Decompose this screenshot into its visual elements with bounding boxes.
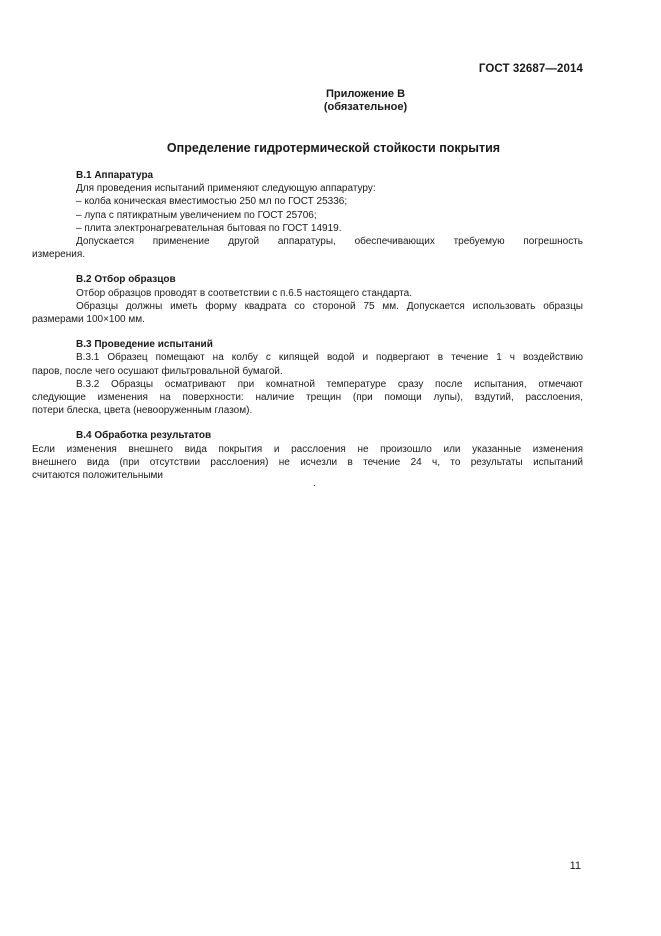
list-item: – лупа с пятикратным увеличением по ГОСТ 25706;	[76, 209, 317, 221]
paragraph-line: внешнего вида (при отсутствии расслоения) не исчезли в течение 24 ч, то результаты испытаний	[32, 456, 583, 468]
section-apparatus	[32, 169, 583, 261]
section-sampling	[32, 273, 583, 326]
paragraph: Отбор образцов проводят в соответствии с п.6.5 настоящего стандарта.	[76, 287, 412, 299]
appendix-title: Приложение В	[325, 88, 406, 100]
paragraph-line: В.3.1 Образец помещают на колбу с кипящей водой и подвергают в течение 1 ч воздействию	[76, 352, 583, 364]
paragraph-line: Если изменения внешнего вида покрытия и расслоения не произошло или указанные изменения	[32, 443, 583, 455]
stray-mark: .	[313, 478, 316, 489]
paragraph-line: размерами 100×100 мм.	[32, 314, 145, 326]
paragraph-line: измерения.	[32, 249, 86, 261]
section-heading: В.4 Обработка результатов	[76, 430, 212, 442]
list-item: – колба коническая вместимостью 250 мл по ГОСТ 25336;	[76, 196, 348, 208]
paragraph-line: следующие изменения на поверхности: наличие трещин (при помощи лупы), вздутий, расслоения,	[32, 392, 583, 404]
section-results	[32, 429, 583, 482]
paragraph-line: потери блеска, цвета (невооруженным глазом).	[32, 405, 253, 417]
list-item: – плита электронагревательная бытовая по ГОСТ 14919.	[76, 222, 342, 234]
paragraph-line: Допускается применение другой аппаратуры, обеспечивающих требуемую погрешность	[76, 236, 583, 248]
paragraph-line: Образцы должны иметь форму квадрата со стороной 75 мм. Допускается использовать образцы	[76, 300, 583, 312]
document-code: ГОСТ 32687—2014	[478, 63, 583, 75]
document-body	[32, 169, 583, 494]
paragraph-line: В.3.2 Образцы осматривают при комнатной температуре сразу после испытания, отмечают	[76, 378, 583, 390]
section-heading: В.1 Аппаратура	[76, 170, 154, 181]
document-title: Определение гидротермической стойкости покрытия	[166, 141, 501, 155]
paragraph-line: считаются положительными	[32, 470, 163, 482]
section-heading: В.2 Отбор образцов	[76, 274, 176, 286]
page-number: 11	[569, 860, 581, 872]
section-testing	[32, 338, 583, 417]
paragraph: Для проведения испытаний применяют следующую аппаратуру:	[76, 183, 376, 195]
appendix-heading	[0, 88, 661, 114]
section-heading: В.3 Проведение испытаний	[76, 339, 213, 351]
paragraph-line: паров, после чего осушают фильтровальной бумагой.	[32, 365, 283, 377]
appendix-status: (обязательное)	[323, 101, 408, 113]
